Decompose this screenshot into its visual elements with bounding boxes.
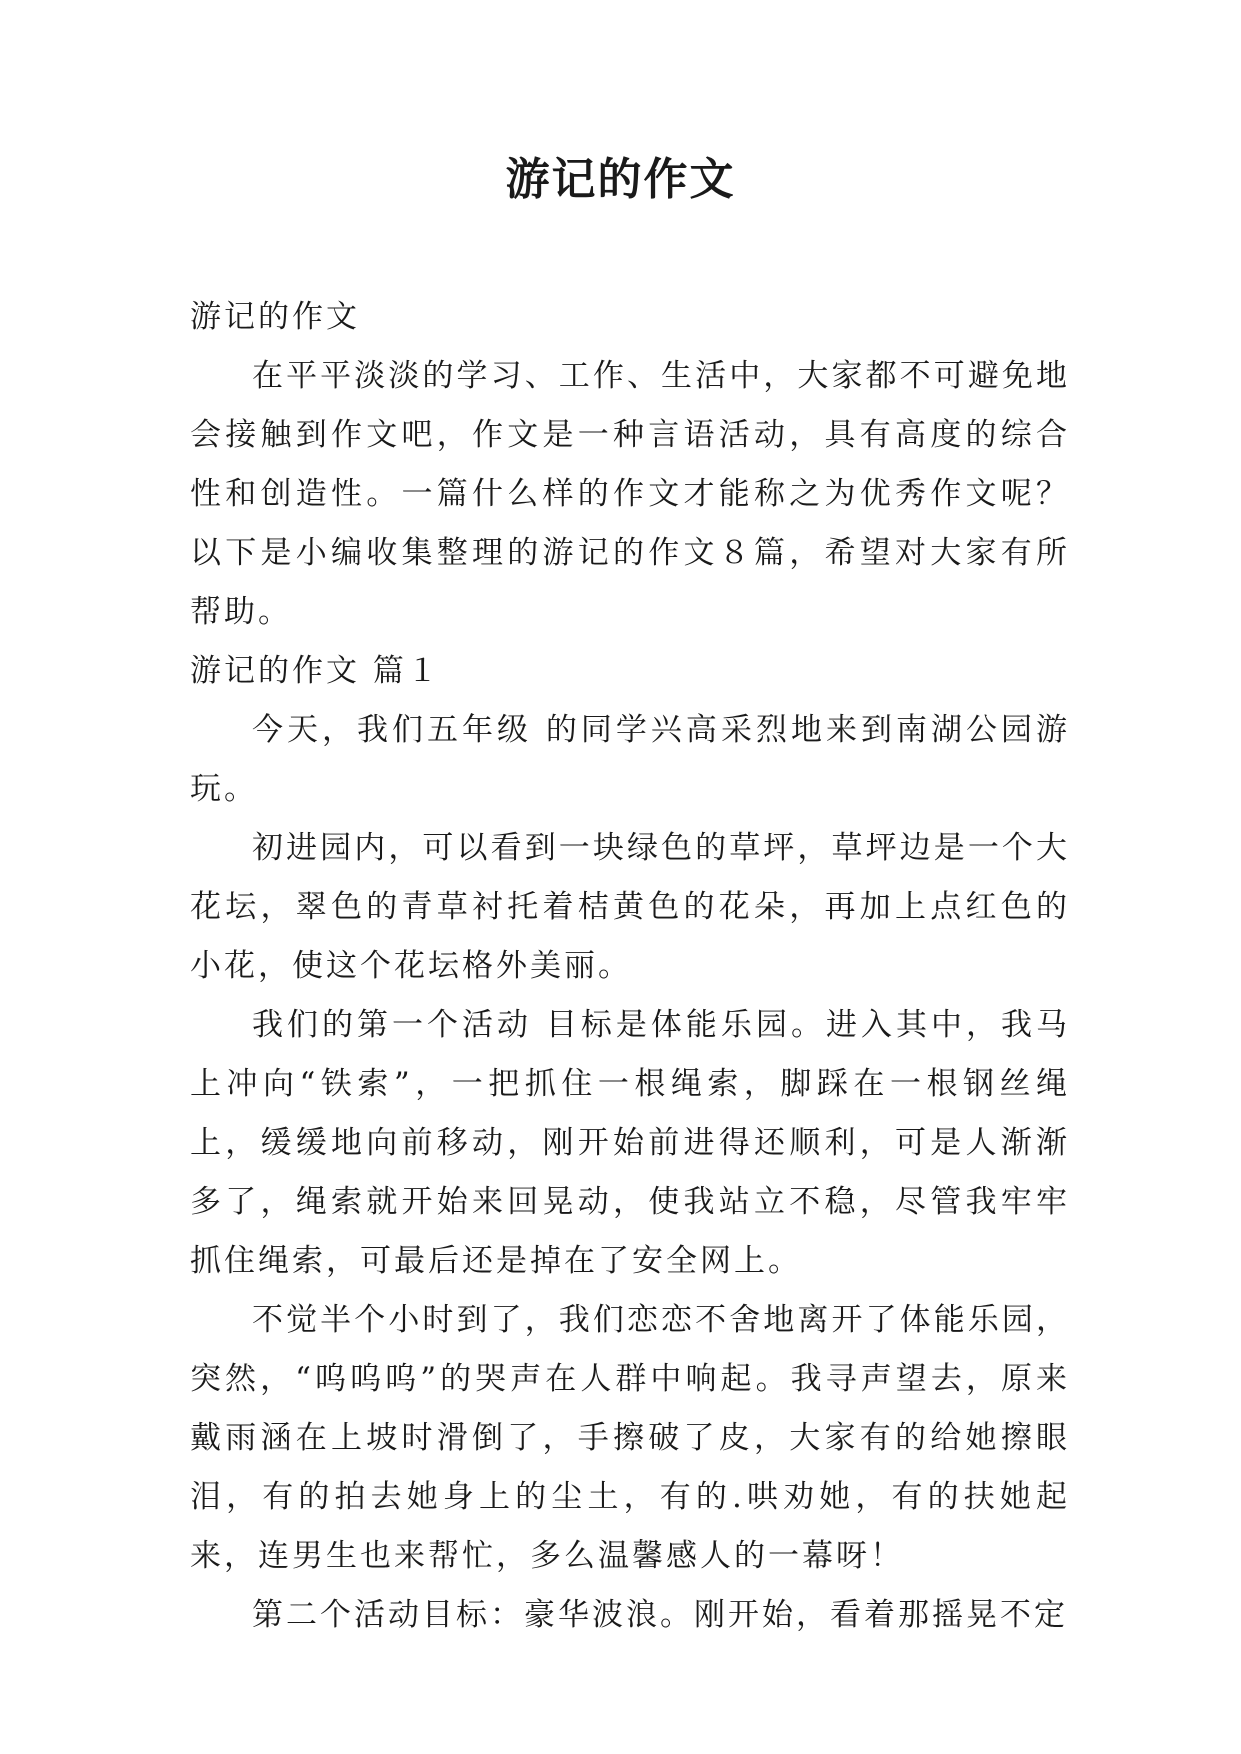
document-body xyxy=(190,288,1070,1645)
body-paragraph: 初进园内，可以看到一块绿色的草坪，草坪边是一个大花坛，翠色的青草衬托着桔黄色的花朵，再加上点红色的小花，使这个花坛格外美丽。 xyxy=(190,830,1070,984)
body-paragraph: 第二个活动目标：豪华波浪。刚开始，看着那摇晃不定 xyxy=(252,1597,1068,1633)
body-paragraph: 我们的第一个活动 目标是体能乐园。进入其中，我马上冲向“铁索”，一把抓住一根绳索，脚踩在一根钢丝绳上，缓缓地向前移动，刚开始前进得还顺利，可是人渐渐多了，绳索就开始来回晃动，使我站立不稳，尽管我牢牢抓住绳索，可最后还是掉在了安全网上。 xyxy=(190,1007,1070,1279)
body-paragraph: 不觉半个小时到了，我们恋恋不舍地离开了体能乐园，突然，“呜呜呜”的哭声在人群中响起。我寻声望去，原来戴雨涵在上坡时滑倒了，手擦破了皮，大家有的给她擦眼泪，有的拍去她身上的尘土，有的.哄劝她，有的扶她起来，连男生也来帮忙，多么温馨感人的一幕呀！ xyxy=(190,1302,1070,1574)
body-paragraph: 今天，我们五年级 的同学兴高采烈地来到南湖公园游玩。 xyxy=(190,712,1070,807)
section-heading: 游记的作文 篇１ xyxy=(190,653,441,689)
intro-paragraph: 在平平淡淡的学习、工作、生活中，大家都不可避免地会接触到作文吧，作文是一种言语活动，具有高度的综合性和创造性。一篇什么样的作文才能称之为优秀作文呢？以下是小编收集整理的游记的作文８篇，希望对大家有所帮助。 xyxy=(190,358,1070,630)
document-subtitle: 游记的作文 xyxy=(190,299,360,335)
document-title: 游记的作文 xyxy=(505,154,736,205)
